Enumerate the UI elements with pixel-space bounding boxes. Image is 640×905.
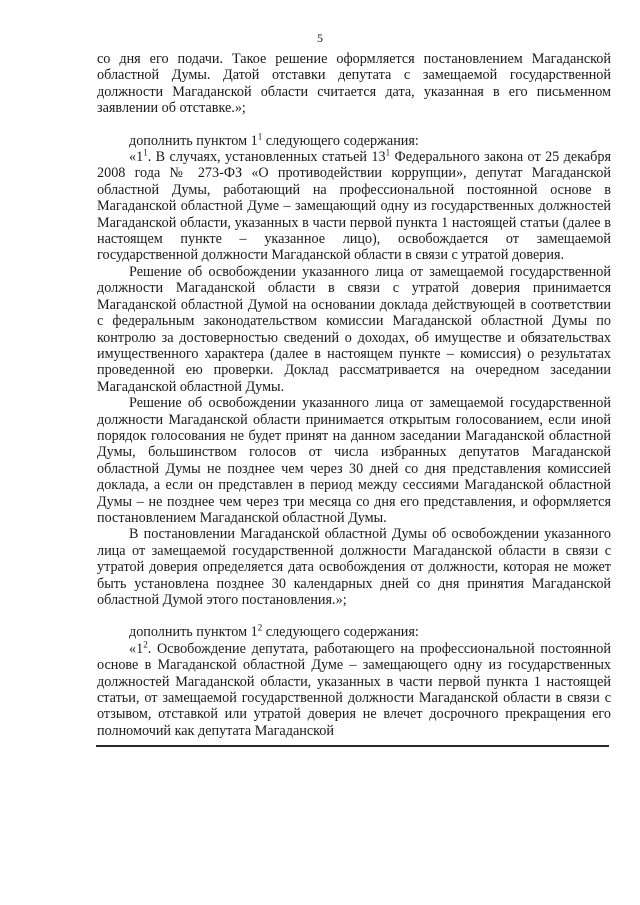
- paragraph-voting: Решение об освобождении указанного лица от замещаемой государственной должности Магаданской области принимается открытым голосованием, если иной порядок голосования не будет принят на данном заседании Магаданской областной Думы, большинством голосов от числа избранных депутатов Магаданской областной Думы не позднее чем через 30 дней со дня представления комиссией доклада, а если он представлен в период между сессиями Магаданской областной Думы – не позднее чем через три месяца со дня его представления, и оформляется постановлением Магаданской областной Думы.: [97, 395, 611, 526]
- page-number: 5: [317, 31, 323, 45]
- paragraph-release-date: В постановлении Магаданской областной Думы об освобождении указанного лица от замещаемой государственной должности Магаданской области в связи с утратой доверия определяется дата освобождения от должности, которая не может быть установлена позднее 30 календарных дней со дня принятия Магаданской областной Думой этого постановления.»;: [97, 526, 611, 608]
- paragraph-add-point-1-2: дополнить пунктом $1^2$ следующего содержания:: [129, 622, 419, 641]
- paragraph-point-1-1: «$1^1$. В случаях, установленных статьей $13^1$ Федерального закона от 25 декабря 2008 года № 273-ФЗ «О противодействии коррупции», депутат Магаданской областной Думы, работающий на профессиональной постоянной основе в Магаданской областной Думе – замещающий одну из государственных должностей Магаданской области, указанных в части первой пункта 1 настоящей статьи (далее в настоящем пункте – указанное лицо), освобождается от замещаемой государственной должности Магаданской области в связи с утратой доверия.: [97, 147, 612, 264]
- paragraph-add-point-1-1: дополнить пунктом $1^1$ следующего содержания:: [129, 130, 419, 149]
- paragraph-point-1-2: «$1^2$. Освобождение депутата, работающего на профессиональной постоянной основе в Магаданской областной Думе – замещающего одну из государственных должностей Магаданской области, указанных в части первой пункта 1 настоящей статьи, от замещаемой государственной должности Магаданской области в связи с отзывом, отставкой или утратой доверия не влечет досрочного прекращения его полномочий как депутата Магаданской: [97, 639, 611, 739]
- horizontal-rule: [96, 745, 609, 747]
- document-body: [97, 51, 611, 739]
- paragraph-decision-basis: Решение об освобождении указанного лица от замещаемой государственной должности Магаданской области в связи с утратой доверия принимается Магаданской областной Думой на основании доклада действующей в соответствии с федеральным законодательством комиссии Магаданской областной Думы по контролю за достоверностью сведений о доходах, об имуществе и обязательствах имущественного характера (далее в настоящем пункте – комиссия) о результатах проведенной ею проверки. Доклад рассматривается на очередном заседании Магаданской областной Думы.: [97, 263, 611, 395]
- paragraph-resignation-end: со дня его подачи. Такое решение оформляется постановлением Магаданской областной Думы. Датой отставки депутата с замещаемой государственной должности Магаданской области считается дата, указанная в его письменном заявлении об отставке.»;: [97, 51, 611, 117]
